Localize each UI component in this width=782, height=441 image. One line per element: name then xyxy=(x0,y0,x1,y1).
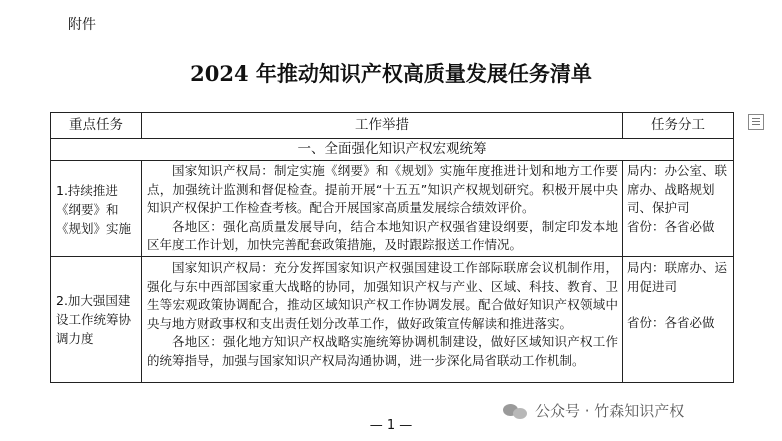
measures-cell-1 xyxy=(147,162,618,255)
section-title: 一、全面强化知识产权宏观统筹 xyxy=(297,141,487,157)
watermark-text: 公众号 · 竹森知识产权 xyxy=(535,402,685,420)
wechat-logo-icon xyxy=(503,402,529,420)
header-measures: 工作举措 xyxy=(355,117,409,133)
division-province: 省份：各省必做 xyxy=(627,218,715,234)
division-bureau: 局内：联席办、运用促进司 xyxy=(627,260,728,294)
measures-cell-2 xyxy=(147,259,618,370)
division-cell-2 xyxy=(627,259,731,333)
division-bureau: 局内：办公室、联席办、战略规划司、保护司 xyxy=(627,163,728,215)
page-number: — 1 — xyxy=(369,418,413,433)
task-cell-1: 1.持续推进《纲要》和《规划》实施 xyxy=(56,183,132,236)
division-province: 省份：各省必做 xyxy=(627,315,715,330)
document-title: 2024 年推动知识产权高质量发展任务清单 xyxy=(190,61,592,86)
division-cell-1 xyxy=(627,162,731,236)
table-view-icon[interactable] xyxy=(748,114,764,130)
measure-paragraph: 各地区：强化地方知识产权战略实施统筹协调机制建设，做好区域知识产权工作的统筹指导，加强与国家知识产权局沟通协调，进一步深化局省联动工作机制。 xyxy=(147,334,618,368)
attachment-label: 附件 xyxy=(68,17,96,33)
measure-paragraph: 各地区：强化高质量发展导向，结合本地知识产权强省建设纲要，制定印发本地区年度工作计划，加快完善配套政策措施，及时跟踪报送工作情况。 xyxy=(147,218,618,252)
measure-paragraph: 国家知识产权局：制定实施《纲要》和《规划》实施年度推进计划和地方工作要点，加强统计监测和督促检查。提前开展“十五五”知识产权规划研究。积极开展中央知识产权保护工作检查考核。配合开展国家高质量发展综合绩效评价。 xyxy=(147,163,618,215)
task-cell-2: 2.加大强国建设工作统筹协调力度 xyxy=(56,293,132,346)
header-key-task: 重点任务 xyxy=(69,117,123,133)
measure-paragraph: 国家知识产权局：充分发挥国家知识产权强国建设工作部际联席会议机制作用，强化与东中西部国家重大战略的协同，加强知识产权与产业、区域、科技、教育、卫生等宏观政策协调配合，推动区域知识产权工作协调发展。配合做好知识产权领域中央与地方财政事权和支出责任划分改革工作，做好政策宣传解读和推进落实。 xyxy=(147,260,618,331)
task-table xyxy=(50,112,734,383)
header-division: 任务分工 xyxy=(651,117,705,133)
